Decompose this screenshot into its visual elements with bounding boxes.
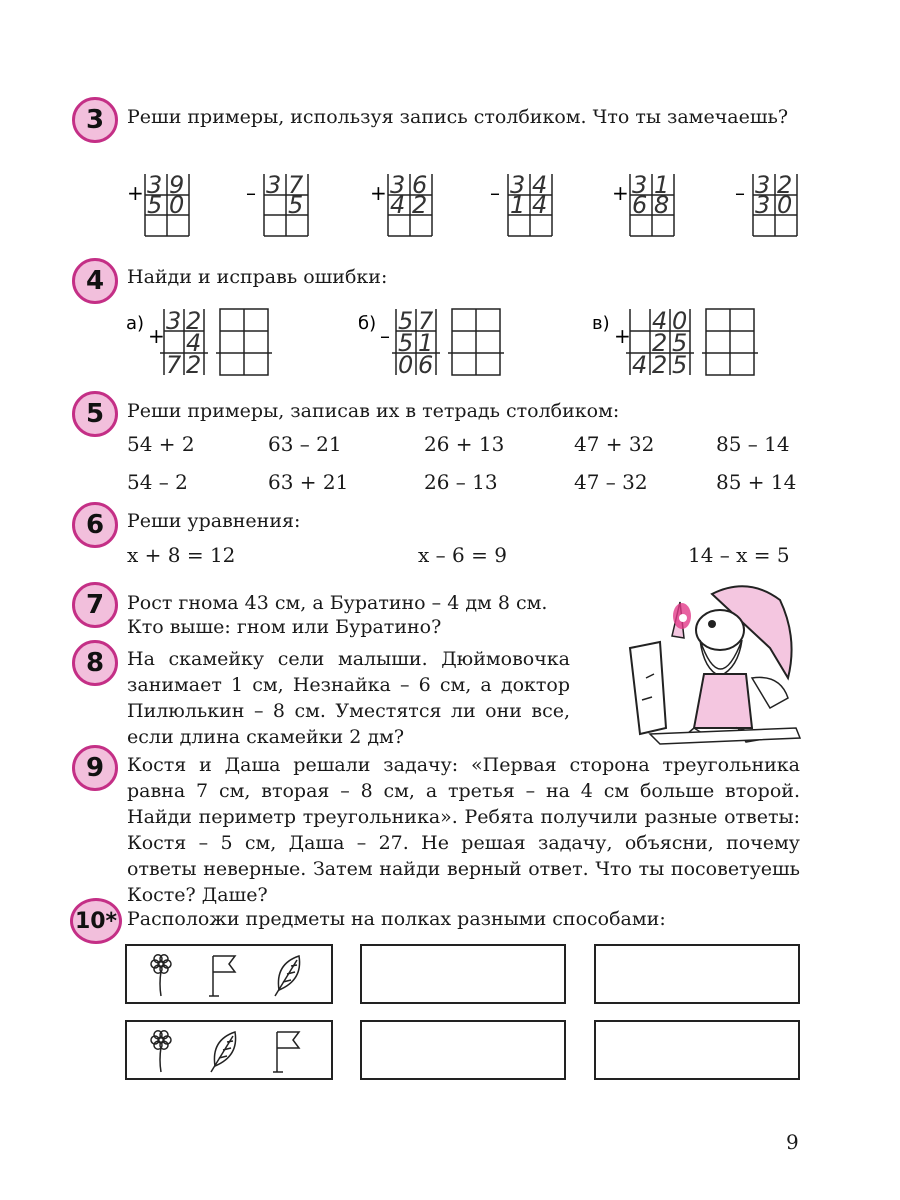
shelf-empty	[594, 944, 800, 1004]
example-expression: 85 + 14	[716, 470, 797, 494]
operator-sign: +	[127, 181, 144, 205]
exercise-9-text: Костя и Даша решали задачу: «Первая сторона треугольника равна 7 см, вторая – 8 см, а третья – на 4 см больше второй. Найди периметр треугольника». Ребята получили разные ответы: Костя – 5 см, Даша – 27. Не решая задачу, объясни, почему ответы неверные. Затем найди верный ответ. Что ты посоветуешь Косте? Даше?	[127, 754, 800, 906]
example-expression: 26 – 13	[424, 470, 498, 494]
digit: 3	[390, 171, 406, 199]
operator-sign: –	[380, 324, 390, 348]
exercise-7-line-1: Рост гнома 43 см, а Буратино – 4 дм 8 см.	[127, 592, 548, 614]
digit: 5	[398, 307, 414, 335]
digit: 2	[186, 351, 202, 379]
exercise-6-text: Реши уравнения:	[127, 510, 301, 532]
column-problem	[488, 170, 558, 240]
example-expression: 54 + 2	[127, 432, 195, 456]
example-expression: 54 – 2	[127, 470, 188, 494]
gnome-illustration	[620, 578, 812, 750]
exercise-4-text: Найди и исправь ошибки:	[127, 266, 388, 288]
equation: x + 8 = 12	[127, 543, 236, 567]
digit: 3	[166, 307, 182, 335]
equation: 14 – x = 5	[688, 543, 790, 567]
item-label: в)	[592, 313, 610, 334]
digit: 0	[169, 191, 185, 219]
digit: 7	[166, 351, 182, 379]
digit: 6	[632, 191, 648, 219]
column-problem	[733, 170, 803, 240]
digit: 1	[654, 171, 670, 199]
example-expression: 85 – 14	[716, 432, 790, 456]
digit: 0	[398, 351, 414, 379]
digit: 4	[632, 351, 648, 379]
digit: 3	[755, 191, 771, 219]
digit: 2	[777, 171, 793, 199]
example-expression: 63 + 21	[268, 470, 349, 494]
digit: 4	[652, 307, 668, 335]
digit: 0	[672, 307, 688, 335]
column-problem	[368, 170, 438, 240]
operator-sign: +	[612, 181, 629, 205]
digit: 6	[418, 351, 434, 379]
example-expression: 47 + 32	[574, 432, 655, 456]
example-expression: 26 + 13	[424, 432, 505, 456]
error-example	[126, 305, 272, 381]
digit: 6	[412, 171, 428, 199]
exercise-number-8: 8	[72, 640, 118, 686]
shelf-empty	[360, 944, 566, 1004]
operator-sign: –	[490, 181, 500, 205]
operator-sign: +	[614, 324, 631, 348]
operator-sign: +	[370, 181, 387, 205]
digit: 5	[672, 329, 688, 357]
digit: 4	[390, 191, 406, 219]
digit: 4	[532, 191, 548, 219]
column-problem	[610, 170, 680, 240]
digit: 3	[755, 171, 771, 199]
equation: x – 6 = 9	[418, 543, 507, 567]
digit: 5	[398, 329, 414, 357]
digit: 4	[186, 329, 202, 357]
item-label: б)	[358, 313, 377, 334]
operator-sign: –	[246, 181, 256, 205]
shelf-filled	[125, 1020, 333, 1080]
digit: 3	[147, 171, 163, 199]
digit: 4	[532, 171, 548, 199]
digit: 3	[266, 171, 282, 199]
exercise-5-text: Реши примеры, записав их в тетрадь столбиком:	[127, 400, 620, 422]
exercise-8-text: На скамейку сели малыши. Дюймовочка занимает 1 см, Незнайка – 6 см, а доктор Пилюлькин – 8 см. Уместятся ли они все, если длина скамейки 2 дм?	[127, 648, 570, 748]
exercise-number-9: 9	[72, 745, 118, 791]
digit: 2	[186, 307, 202, 335]
shelf-empty	[360, 1020, 566, 1080]
digit: 9	[169, 171, 185, 199]
digit: 3	[510, 171, 526, 199]
digit: 3	[632, 171, 648, 199]
column-problem	[244, 170, 314, 240]
exercise-7-line-2: Кто выше: гном или Буратино?	[127, 616, 442, 638]
operator-sign: –	[735, 181, 745, 205]
exercise-number-3: 3	[72, 97, 118, 143]
error-example	[358, 305, 504, 381]
digit: 1	[510, 191, 526, 219]
digit: 7	[288, 171, 304, 199]
page-number: 9	[786, 1130, 799, 1154]
item-label: а)	[126, 313, 145, 334]
exercise-number-5: 5	[72, 391, 118, 437]
shelf-empty	[594, 1020, 800, 1080]
example-expression: 63 – 21	[268, 432, 342, 456]
digit: 7	[418, 307, 434, 335]
operator-sign: +	[148, 324, 165, 348]
digit: 5	[672, 351, 688, 379]
example-expression: 47 – 32	[574, 470, 648, 494]
error-example	[592, 305, 758, 381]
digit: 2	[412, 191, 428, 219]
digit: 8	[654, 191, 670, 219]
exercise-number-10: 10*	[70, 898, 122, 944]
exercise-10-text: Расположи предметы на полках разными способами:	[127, 908, 666, 930]
digit: 0	[777, 191, 793, 219]
exercise-number-4: 4	[72, 258, 118, 304]
exercise-number-7: 7	[72, 582, 118, 628]
exercise-number-6: 6	[72, 502, 118, 548]
digit: 2	[652, 351, 668, 379]
column-problem	[125, 170, 195, 240]
digit: 5	[288, 191, 304, 219]
digit: 2	[652, 329, 668, 357]
shelf-filled	[125, 944, 333, 1004]
digit: 1	[418, 329, 434, 357]
digit: 5	[147, 191, 163, 219]
exercise-3-text: Реши примеры, используя запись столбиком. Что ты замечаешь?	[127, 106, 789, 128]
